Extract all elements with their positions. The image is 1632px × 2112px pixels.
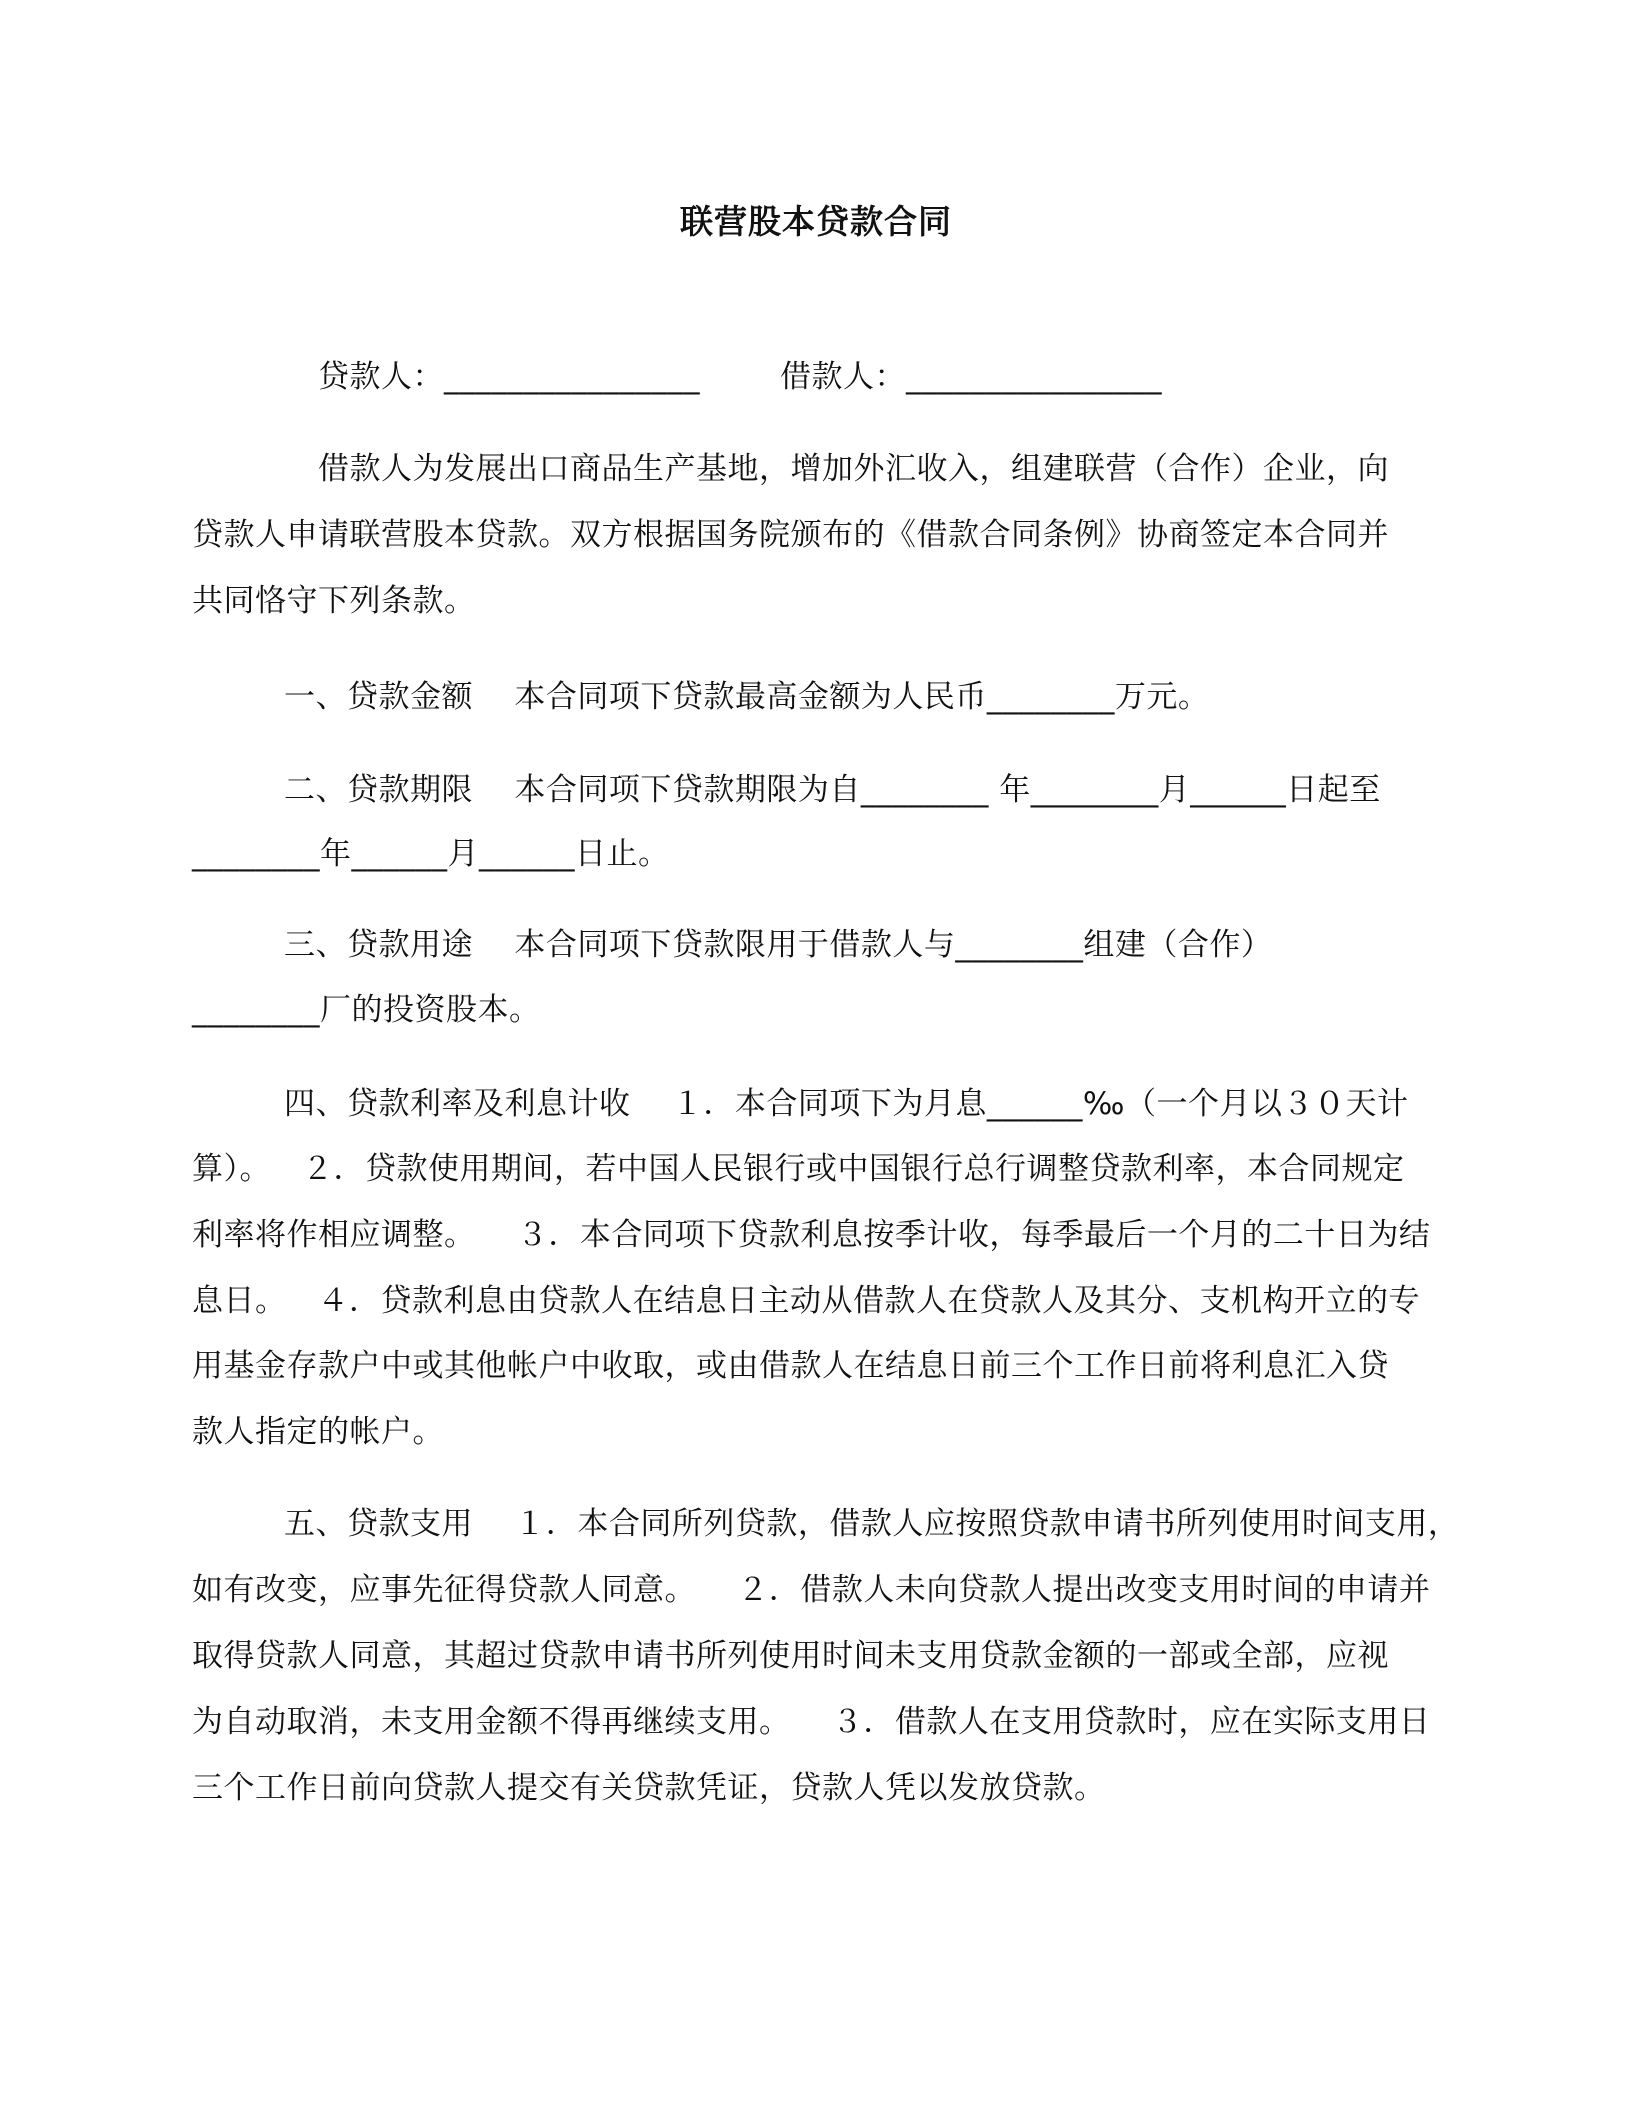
clause-5-line: 为自动取消，未支用金额不得再继续支用。 ３．借款人在支用贷款时，应在实际支用日: [192, 1704, 1431, 1740]
borrower-field: 借款人：________________: [780, 359, 1162, 395]
clause-1-line: 一、贷款金额 本合同项下贷款最高金额为人民币________万元。: [284, 679, 1210, 715]
contract-title: 联营股本贷款合同: [680, 202, 952, 241]
clause-2-line: ________年______月______日止。: [192, 836, 670, 872]
clause-4-line: 款人指定的帐户。: [192, 1414, 444, 1450]
parties-line: [318, 357, 1162, 397]
lender-field: 贷款人：________________: [318, 359, 700, 395]
clause-5-line: 三个工作日前向贷款人提交有关贷款凭证，贷款人凭以发放贷款。: [192, 1770, 1106, 1806]
preamble-line: 借款人为发展出口商品生产基地，增加外汇收入，组建联营（合作）企业，向: [318, 451, 1389, 487]
clause-4-line: 用基金存款户中或其他帐户中收取，或由借款人在结息日前三个工作日前将利息汇入贷: [192, 1348, 1389, 1384]
preamble-line: 贷款人申请联营股本贷款。双方根据国务院颁布的《借款合同条例》协商签定本合同并: [192, 517, 1389, 553]
clause-4-line: 息日。 ４．贷款利息由贷款人在结息日主动从借款人在贷款人及其分、支机构开立的专: [192, 1283, 1421, 1319]
clause-5-line: 取得贷款人同意，其超过贷款申请书所列使用时间未支用贷款金额的一部或全部，应视: [192, 1638, 1389, 1674]
clause-3-line: 三、贷款用途 本合同项下贷款限用于借款人与________组建（合作）: [284, 927, 1273, 963]
clause-4-line: 算）。 ２．贷款使用期间，若中国人民银行或中国银行总行调整贷款利率，本合同规定: [192, 1151, 1405, 1187]
clause-4-line: 四、贷款利率及利息计收 １．本合同项下为月息______‰（一个月以３０天计: [284, 1086, 1409, 1122]
clause-5-line: 五、贷款支用 １．本合同所列贷款，借款人应按照贷款申请书所列使用时间支用，: [284, 1506, 1460, 1542]
clause-2-line: 二、贷款期限 本合同项下贷款期限为自________ 年________月______日起至: [284, 772, 1381, 808]
clause-5-line: 如有改变，应事先征得贷款人同意。 ２．借款人未向贷款人提出改变支用时间的申请并: [192, 1572, 1431, 1608]
clause-4-line: 利率将作相应调整。 ３．本合同项下贷款利息按季计收，每季最后一个月的二十日为结: [192, 1217, 1431, 1253]
clause-3-line: ________厂的投资股本。: [192, 992, 541, 1028]
preamble-line: 共同恪守下列条款。: [192, 583, 476, 619]
